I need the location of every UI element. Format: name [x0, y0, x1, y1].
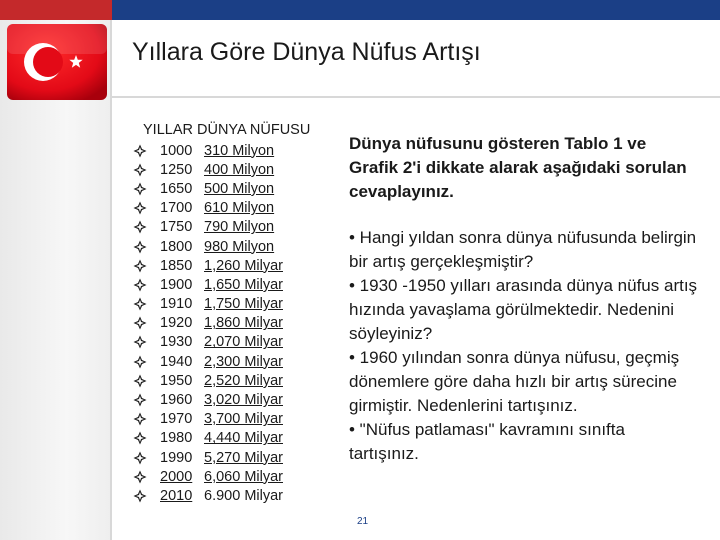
- population-cell: 400 Milyon: [204, 161, 275, 178]
- population-cell: 1,860 Milyar: [204, 315, 283, 332]
- table-row: [133, 390, 283, 409]
- population-table: [133, 141, 283, 506]
- question-item: • 1960 yılından sonra dünya nüfusu, geçmiş dönemlere göre daha hızlı bir artış sürecine girmiştir. Nedenlerini tartışınız.: [349, 348, 680, 415]
- year-cell: 1970: [160, 411, 193, 428]
- population-cell: 1,260 Milyar: [204, 257, 283, 274]
- year-cell: 1900: [160, 276, 193, 293]
- table-row: [133, 448, 283, 467]
- population-cell: 790 Milyon: [204, 219, 275, 236]
- year-cell: 1850: [160, 257, 193, 274]
- table-row: [133, 179, 283, 198]
- population-cell: 980 Milyon: [204, 238, 275, 255]
- year-cell: 1800: [160, 238, 193, 255]
- population-cell: 6,060 Milyar: [204, 468, 283, 485]
- title-divider: [112, 96, 720, 98]
- year-cell: 1750: [160, 219, 193, 236]
- year-cell: 1920: [160, 315, 193, 332]
- population-cell: 2,070 Milyar: [204, 334, 283, 351]
- population-cell: 610 Milyon: [204, 200, 275, 217]
- diamond-bullet-icon: [133, 374, 160, 388]
- table-row: [133, 160, 283, 179]
- diamond-bullet-icon: [133, 316, 160, 330]
- population-cell: 3,020 Milyar: [204, 392, 283, 409]
- population-cell: 1,750 Milyar: [204, 296, 283, 313]
- population-cell: 2,300 Milyar: [204, 353, 283, 370]
- intro-text: Dünya nüfusunu gösteren Tablo 1 ve Grafik 2'i dikkate alarak aşağıdaki sorulan cevaplayınız.: [349, 134, 687, 201]
- table-row: [133, 352, 283, 371]
- question-list: [349, 226, 699, 466]
- diamond-bullet-icon: [133, 182, 160, 196]
- turkish-flag-logo: [6, 22, 108, 102]
- diamond-bullet-icon: [133, 201, 160, 215]
- year-cell: 2010: [160, 487, 193, 504]
- diamond-bullet-icon: [133, 163, 160, 177]
- diamond-bullet-icon: [133, 489, 160, 503]
- page-title: Yıllara Göre Dünya Nüfus Artışı: [132, 38, 481, 66]
- year-cell: 1960: [160, 392, 193, 409]
- top-bar-blue: [112, 0, 720, 20]
- year-cell: 1910: [160, 296, 193, 313]
- year-cell: 2000: [160, 468, 193, 485]
- population-cell: 310 Milyon: [204, 142, 275, 159]
- table-row: [133, 218, 283, 237]
- table-row: [133, 429, 283, 448]
- table-row: [133, 295, 283, 314]
- diamond-bullet-icon: [133, 240, 160, 254]
- diamond-bullet-icon: [133, 355, 160, 369]
- table-row: [133, 256, 283, 275]
- table-row: [133, 371, 283, 390]
- year-cell: 1250: [160, 161, 193, 178]
- diamond-bullet-icon: [133, 393, 160, 407]
- population-cell: 6.900 Milyar: [204, 487, 283, 504]
- question-item: • "Nüfus patlaması" kavramını sınıfta tartışınız.: [349, 420, 625, 463]
- table-row: [133, 314, 283, 333]
- diamond-bullet-icon: [133, 470, 160, 484]
- diamond-bullet-icon: [133, 278, 160, 292]
- year-cell: 1930: [160, 334, 193, 351]
- table-row: [133, 486, 283, 505]
- year-cell: 1700: [160, 200, 193, 217]
- diamond-bullet-icon: [133, 144, 160, 158]
- diamond-bullet-icon: [133, 259, 160, 273]
- sidebar-divider: [110, 20, 112, 540]
- table-row: [133, 410, 283, 429]
- page-number: 21: [357, 516, 369, 527]
- year-cell: 1990: [160, 449, 193, 466]
- population-cell: 4,440 Milyar: [204, 430, 283, 447]
- table-header: YILLAR DÜNYA NÜFUSU: [143, 122, 311, 138]
- year-cell: 1980: [160, 430, 193, 447]
- year-cell: 1950: [160, 372, 193, 389]
- question-item: • Hangi yıldan sonra dünya nüfusunda belirgin bir artış gerçekleşmiştir?: [349, 228, 697, 271]
- table-row: [133, 275, 283, 294]
- table-row: [133, 199, 283, 218]
- top-bar-red: [0, 0, 112, 20]
- population-cell: 1,650 Milyar: [204, 276, 283, 293]
- table-row: [133, 467, 283, 486]
- table-row: [133, 333, 283, 352]
- population-cell: 5,270 Milyar: [204, 449, 283, 466]
- population-cell: 2,520 Milyar: [204, 372, 283, 389]
- question-panel: [349, 132, 699, 466]
- year-cell: 1650: [160, 180, 193, 197]
- year-cell: 1000: [160, 142, 193, 159]
- population-cell: 3,700 Milyar: [204, 411, 283, 428]
- diamond-bullet-icon: [133, 451, 160, 465]
- year-cell: 1940: [160, 353, 193, 370]
- diamond-bullet-icon: [133, 431, 160, 445]
- diamond-bullet-icon: [133, 220, 160, 234]
- diamond-bullet-icon: [133, 412, 160, 426]
- diamond-bullet-icon: [133, 335, 160, 349]
- diamond-bullet-icon: [133, 297, 160, 311]
- table-row: [133, 237, 283, 256]
- question-item: • 1930 -1950 yılları arasında dünya nüfus artış hızında yavaşlama görülmektedir. Nedenini söyleyiniz?: [349, 276, 698, 343]
- population-cell: 500 Milyon: [204, 180, 275, 197]
- table-row: [133, 141, 283, 160]
